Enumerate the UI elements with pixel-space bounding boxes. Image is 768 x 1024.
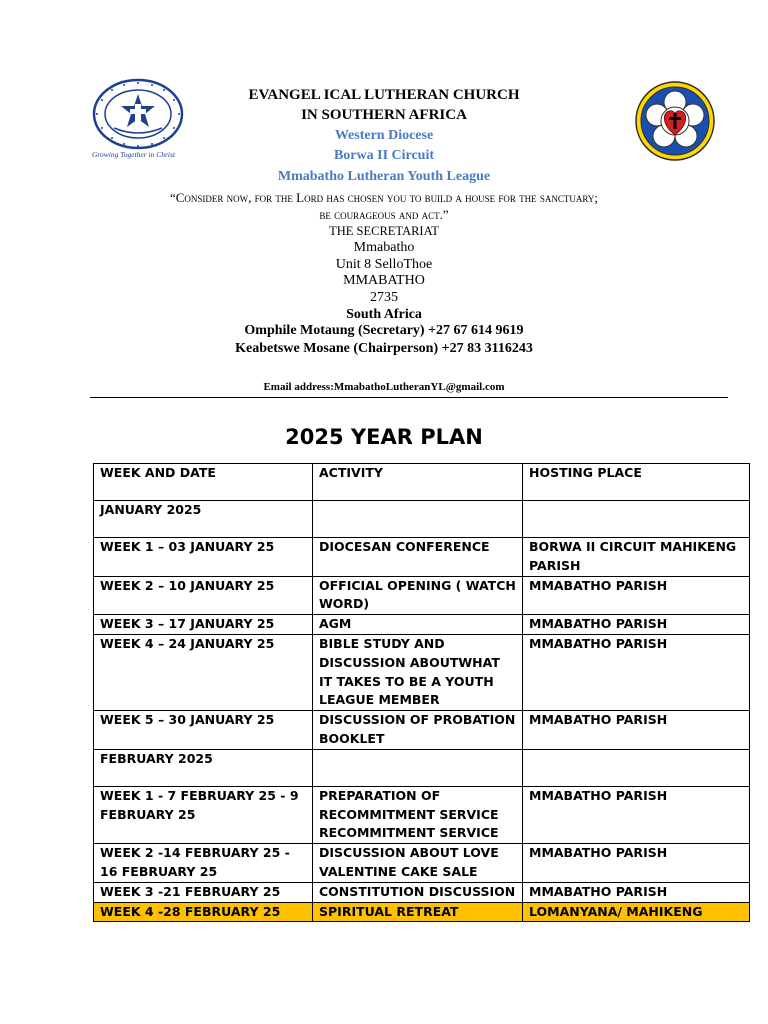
week-cell: WEEK 2 – 10 JANUARY 25 bbox=[94, 576, 313, 615]
week-cell: WEEK 4 -28 FEBRUARY 25 bbox=[94, 902, 313, 922]
logo-tagline: Growing Together in Christ bbox=[92, 150, 176, 159]
activity-cell: DIOCESAN CONFERENCE bbox=[313, 538, 523, 577]
week-cell: WEEK 1 – 03 JANUARY 25 bbox=[94, 538, 313, 577]
circuit-name: Borwa II Circuit bbox=[333, 148, 435, 163]
activity-cell bbox=[313, 749, 523, 786]
activity-cell: DISCUSSION OF PROBATION BOOKLET bbox=[313, 711, 523, 750]
table-row bbox=[94, 882, 750, 902]
week-cell: WEEK 3 -21 FEBRUARY 25 bbox=[94, 882, 313, 902]
activity-cell: DISCUSSION ABOUT LOVE VALENTINE CAKE SALE bbox=[313, 844, 523, 883]
week-cell: FEBRUARY 2025 bbox=[94, 749, 313, 786]
diocese-name: Western Diocese bbox=[334, 128, 434, 143]
activity-cell: BIBLE STUDY AND DISCUSSION ABOUTWHAT IT TAKES TO BE A YOUTH LEAGUE MEMBER bbox=[313, 634, 523, 710]
address-line2: Unit 8 SelloThoe bbox=[335, 257, 433, 272]
place-cell: MMABATHO PARISH bbox=[523, 634, 750, 710]
table-row bbox=[94, 576, 750, 615]
week-cell: WEEK 5 – 30 JANUARY 25 bbox=[94, 711, 313, 750]
place-cell: MMABATHO PARISH bbox=[523, 615, 750, 635]
org-name-line2: IN SOUTHERN AFRICA bbox=[301, 107, 467, 123]
page-title: 2025 YEAR PLAN bbox=[285, 425, 483, 449]
activity-cell: OFFICIAL OPENING ( WATCH WORD) bbox=[313, 576, 523, 615]
week-cell: WEEK 2 -14 FEBRUARY 25 - 16 FEBRUARY 25 bbox=[94, 844, 313, 883]
activity-cell: SPIRITUAL RETREAT bbox=[313, 902, 523, 922]
column-header: ACTIVITY bbox=[313, 464, 523, 501]
chairperson-contact: Keabetswe Mosane (Chairperson) +27 83 3116243 bbox=[235, 341, 533, 356]
place-cell: LOMANYANA/ MAHIKENG bbox=[523, 902, 750, 922]
place-cell: MMABATHO PARISH bbox=[523, 711, 750, 750]
table-row bbox=[94, 615, 750, 635]
org-name-line1: EVANGEL ICAL LUTHERAN CHURCH bbox=[248, 87, 520, 103]
address-line3: MMABATHO bbox=[343, 273, 425, 288]
place-cell bbox=[523, 749, 750, 786]
league-name: Mmabatho Lutheran Youth League bbox=[277, 169, 491, 184]
quote-line2: be courageous and act.” bbox=[319, 207, 449, 222]
email-address: Email address:MmabathoLutheranYL@gmail.com bbox=[263, 381, 505, 393]
table-row bbox=[94, 749, 750, 786]
table-row bbox=[94, 844, 750, 883]
quote-line1: “Consider now, for the Lord has chosen you to build a house for the sanctuary; bbox=[169, 190, 599, 205]
activity-cell bbox=[313, 501, 523, 538]
activity-cell: AGM bbox=[313, 615, 523, 635]
activity-cell: PREPARATION OF RECOMMITMENT SERVICE RECOMMITMENT SERVICE bbox=[313, 786, 523, 843]
week-cell: WEEK 1 - 7 FEBRUARY 25 - 9 FEBRUARY 25 bbox=[94, 786, 313, 843]
week-cell: JANUARY 2025 bbox=[94, 501, 313, 538]
place-cell bbox=[523, 501, 750, 538]
place-cell: MMABATHO PARISH bbox=[523, 844, 750, 883]
place-cell: BORWA II CIRCUIT MAHIKENG PARISH bbox=[523, 538, 750, 577]
place-cell: MMABATHO PARISH bbox=[523, 576, 750, 615]
week-cell: WEEK 4 – 24 JANUARY 25 bbox=[94, 634, 313, 710]
place-cell: MMABATHO PARISH bbox=[523, 786, 750, 843]
table-row bbox=[94, 538, 750, 577]
column-header: WEEK AND DATE bbox=[94, 464, 313, 501]
week-cell: WEEK 3 – 17 JANUARY 25 bbox=[94, 615, 313, 635]
column-header: HOSTING PLACE bbox=[523, 464, 750, 501]
table-row bbox=[94, 634, 750, 710]
header-divider bbox=[90, 397, 728, 398]
table-header-row bbox=[94, 464, 750, 501]
year-plan-table bbox=[93, 463, 750, 922]
table-row bbox=[94, 501, 750, 538]
address-line4: 2735 bbox=[370, 290, 398, 305]
secretary-contact: Omphile Motaung (Secretary) +27 67 614 9619 bbox=[244, 323, 524, 338]
place-cell: MMABATHO PARISH bbox=[523, 882, 750, 902]
address-line1: Mmabatho bbox=[353, 240, 415, 255]
activity-cell: CONSTITUTION DISCUSSION bbox=[313, 882, 523, 902]
secretariat-label: THE SECRETARIAT bbox=[329, 224, 439, 238]
table-row bbox=[94, 711, 750, 750]
highlighted-table-row bbox=[94, 902, 750, 922]
table-row bbox=[94, 786, 750, 843]
address-country: South Africa bbox=[346, 307, 422, 322]
